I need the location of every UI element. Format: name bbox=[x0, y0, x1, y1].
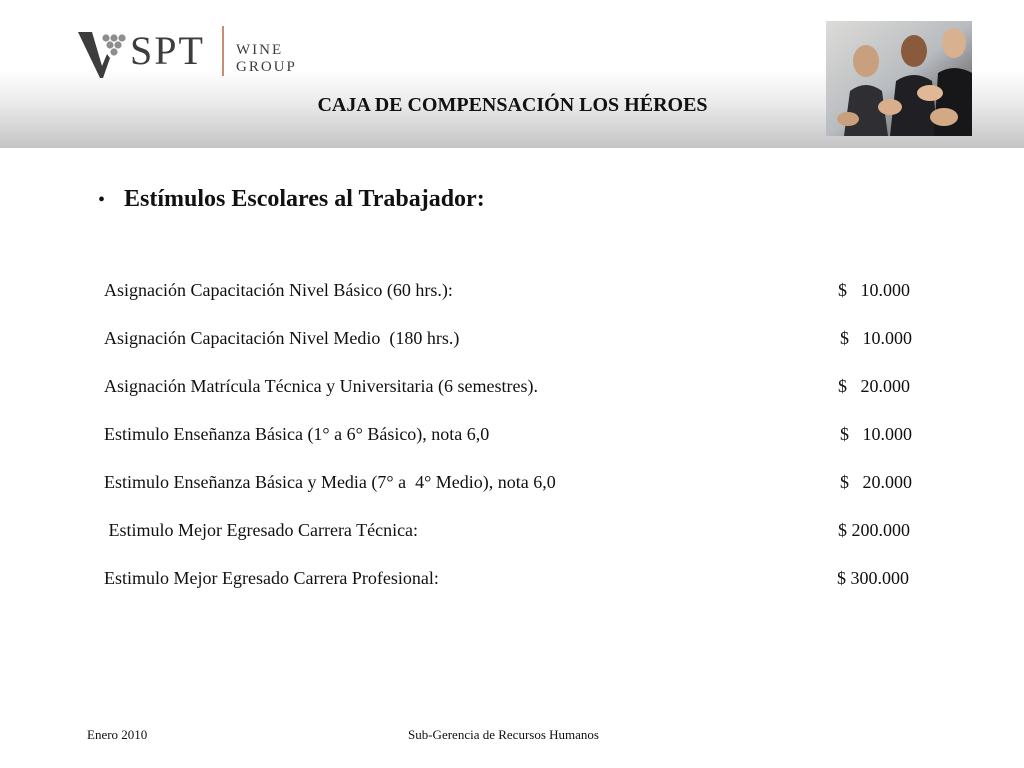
slide-header bbox=[0, 0, 1024, 148]
spt-wine-group-logo bbox=[76, 26, 346, 80]
item-label: Asignación Capacitación Nivel Básico (60 hrs.): bbox=[104, 280, 453, 300]
list-item bbox=[104, 566, 924, 614]
item-label: Estimulo Enseñanza Básica (1° a 6° Básico), nota 6,0 bbox=[104, 424, 490, 444]
item-amount: $ 10.000 bbox=[840, 328, 912, 348]
list-item bbox=[104, 326, 924, 374]
logo-subtitle: WINE GROUP bbox=[236, 42, 297, 75]
list-item bbox=[104, 374, 924, 422]
applause-photo bbox=[826, 21, 972, 136]
bullet-heading-text: Estímulos Escolares al Trabajador: bbox=[124, 186, 485, 212]
list-item bbox=[104, 518, 924, 566]
footer-date: Enero 2010 bbox=[87, 727, 148, 742]
item-amount: $ 20.000 bbox=[838, 376, 910, 396]
item-amount: $ 10.000 bbox=[840, 424, 912, 444]
list-item bbox=[104, 470, 924, 518]
logo-divider bbox=[222, 26, 224, 76]
list-item bbox=[104, 422, 924, 470]
logo-brand-text: SPT bbox=[130, 28, 205, 73]
item-label: Estimulo Mejor Egresado Carrera Técnica: bbox=[104, 520, 419, 540]
bullet-heading bbox=[98, 186, 485, 213]
item-label: Estimulo Enseñanza Básica y Media (7° a 4° Medio), nota 6,0 bbox=[104, 472, 556, 492]
item-label: Asignación Matrícula Técnica y Universitaria (6 semestres). bbox=[104, 376, 539, 396]
benefits-list bbox=[104, 278, 924, 614]
slide-title: CAJA DE COMPENSACIÓN LOS HÉROES bbox=[317, 94, 708, 116]
item-amount: $ 20.000 bbox=[840, 472, 912, 492]
item-amount: $ 200.000 bbox=[838, 520, 910, 540]
footer-department: Sub-Gerencia de Recursos Humanos bbox=[408, 727, 599, 742]
list-item bbox=[104, 278, 924, 326]
item-label: Asignación Capacitación Nivel Medio (180 hrs.) bbox=[104, 328, 460, 348]
grape-v-logo-icon bbox=[76, 26, 130, 80]
item-amount: $ 10.000 bbox=[838, 280, 910, 300]
bullet-icon: • bbox=[98, 189, 106, 211]
item-label: Estimulo Mejor Egresado Carrera Profesional: bbox=[104, 568, 439, 588]
item-amount: $ 300.000 bbox=[837, 568, 909, 588]
